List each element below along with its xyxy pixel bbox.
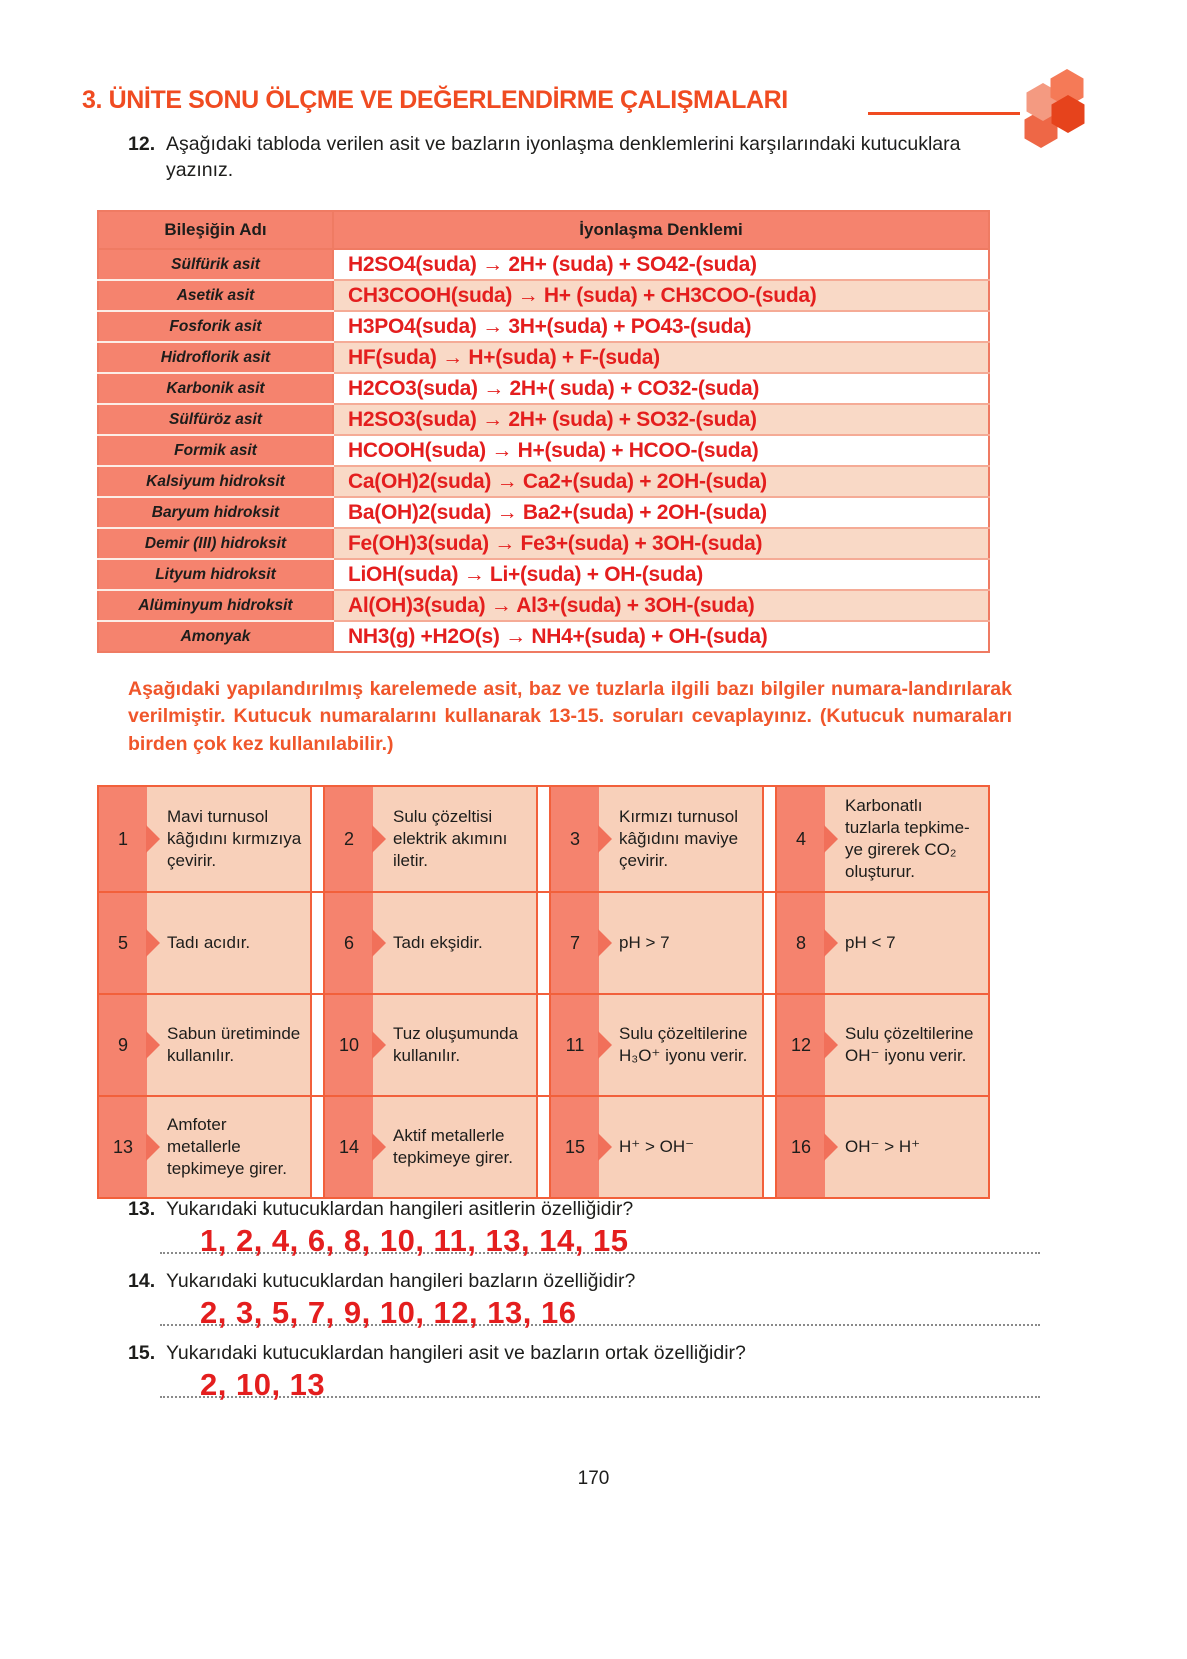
- grid-cell-number: 4: [777, 787, 825, 891]
- ionization-equation: CH3COOH(suda) → H+ (suda) + CH3COO-(suda): [333, 280, 989, 311]
- compound-name: Lityum hidroksit: [98, 559, 333, 590]
- ionization-equation: H3PO4(suda) → 3H+(suda) + PO43-(suda): [333, 311, 989, 342]
- question-13-number: 13.: [128, 1198, 156, 1220]
- table-row: [98, 373, 989, 404]
- ionization-equation: NH3(g) +H2O(s) → NH4+(suda) + OH-(suda): [333, 621, 989, 652]
- grid-row: [97, 893, 990, 995]
- hexagon-decoration-icon: [1011, 62, 1101, 157]
- grid-cell: [775, 893, 990, 993]
- compound-name: Karbonik asit: [98, 373, 333, 404]
- question-14-text: Yukarıdaki kutucuklardan hangileri bazların özelliğidir?: [166, 1269, 636, 1292]
- question-12-text: Aşağıdaki tabloda verilen asit ve bazların iyonlaşma denklemlerini karşılarındaki kutucuklara yazınız.: [166, 133, 961, 182]
- compound-name: Alüminyum hidroksit: [98, 590, 333, 621]
- compound-name: Baryum hidroksit: [98, 497, 333, 528]
- ionization-equation: HF(suda) → H+(suda) + F-(suda): [333, 342, 989, 373]
- grid-cell-text: Aktif metallerle tepkimeye girer.: [373, 1097, 536, 1197]
- compound-name: Sülfürik asit: [98, 249, 333, 280]
- table-row: [98, 621, 989, 652]
- grid-cell-text: Amfoter metallerle tepkimeye girer.: [147, 1097, 310, 1197]
- grid-cell-text: Sulu çözeltisi elektrik akımını iletir.: [373, 787, 536, 891]
- questions-section: [128, 1196, 1040, 1412]
- grid-cell: [97, 995, 312, 1095]
- question-14-answer: 2, 3, 5, 7, 9, 10, 12, 13, 16: [200, 1295, 577, 1331]
- grid-cell-text: Mavi turnusol kâğıdını kırmızıya çevirir.: [147, 787, 310, 891]
- table-row: [98, 249, 989, 280]
- compound-name: Asetik asit: [98, 280, 333, 311]
- grid-cell: [775, 1097, 990, 1197]
- table-row: [98, 280, 989, 311]
- grid-cell-text: Karbonatlı tuzlarla tepkime-ye girerek CO₂ oluşturur.: [825, 787, 988, 891]
- grid-cell-text: Sabun üretiminde kullanılır.: [147, 995, 310, 1095]
- page-number: 170: [577, 1468, 610, 1489]
- compound-name: Hidroflorik asit: [98, 342, 333, 373]
- grid-cell-number: 15: [551, 1097, 599, 1197]
- table-row: [98, 311, 989, 342]
- ionization-equation: Ca(OH)2(suda) → Ca2+(suda) + 2OH-(suda): [333, 466, 989, 497]
- table-header-row: [98, 211, 989, 249]
- grid-cell-number: 8: [777, 893, 825, 993]
- column-header-compound: Bileşiğin Adı: [98, 211, 333, 249]
- instruction-paragraph: Aşağıdaki yapılandırılmış karelemede asit, baz ve tuzlarla ilgili bazı bilgiler numara-landırılarak verilmiştir. Kutucuk numaralarını kullanarak 13-15. soruları cevaplayınız. (Kutucuk numaraları birden çok kez kullanılabilir.): [128, 678, 1012, 755]
- grid-cell-text: Kırmızı turnusol kâğıdını maviye çevirir.: [599, 787, 762, 891]
- grid-cell-number: 11: [551, 995, 599, 1095]
- question-15: [128, 1340, 1040, 1403]
- ionization-equation: H2SO4(suda) → 2H+ (suda) + SO42-(suda): [333, 249, 989, 280]
- table-row: [98, 466, 989, 497]
- grid-cell: [97, 893, 312, 993]
- grid-row: [97, 1097, 990, 1199]
- ionization-equation: HCOOH(suda) → H+(suda) + HCOO-(suda): [333, 435, 989, 466]
- grid-cell-number: 14: [325, 1097, 373, 1197]
- grid-cell-number: 6: [325, 893, 373, 993]
- compound-name: Sülfüröz asit: [98, 404, 333, 435]
- grid-cell-number: 16: [777, 1097, 825, 1197]
- grid-cell-text: Sulu çözeltilerine OH⁻ iyonu verir.: [825, 995, 988, 1095]
- grid-cell-text: OH⁻ > H⁺: [825, 1097, 988, 1197]
- grid-cell: [549, 995, 764, 1095]
- question-13-text: Yukarıdaki kutucuklardan hangileri asitlerin özelliğidir?: [166, 1198, 634, 1220]
- question-12: [128, 131, 1018, 184]
- question-12-number: 12.: [128, 133, 156, 155]
- grid-cell-number: 3: [551, 787, 599, 891]
- question-15-answer: 2, 10, 13: [200, 1367, 326, 1403]
- grid-cell-number: 13: [99, 1097, 147, 1197]
- page-title: 3. ÜNİTE SONU ÖLÇME VE DEĞERLENDİRME ÇALIŞMALARI: [82, 86, 788, 114]
- grid-cell-text: Tadı ekşidir.: [373, 893, 536, 993]
- table-row: [98, 590, 989, 621]
- grid-cell: [323, 893, 538, 993]
- column-header-equation: İyonlaşma Denklemi: [333, 211, 989, 249]
- compound-name: Fosforik asit: [98, 311, 333, 342]
- grid-cell-number: 5: [99, 893, 147, 993]
- question-14-number: 14.: [128, 1269, 156, 1292]
- compound-name: Demir (III) hidroksit: [98, 528, 333, 559]
- property-grid: [97, 785, 990, 1199]
- table-row: [98, 342, 989, 373]
- grid-cell-number: 12: [777, 995, 825, 1095]
- compound-name: Kalsiyum hidroksit: [98, 466, 333, 497]
- ionization-equation: Ba(OH)2(suda) → Ba2+(suda) + 2OH-(suda): [333, 497, 989, 528]
- question-13-answer: 1, 2, 4, 6, 8, 10, 11, 13, 14, 15: [200, 1223, 629, 1259]
- grid-cell: [323, 995, 538, 1095]
- ionization-equation: LiOH(suda) → Li+(suda) + OH-(suda): [333, 559, 989, 590]
- grid-cell: [97, 1097, 312, 1197]
- compound-name: Amonyak: [98, 621, 333, 652]
- grid-cell-text: Sulu çözeltilerine H₃O⁺ iyonu verir.: [599, 995, 762, 1095]
- ionization-equation: Al(OH)3(suda) → Al3+(suda) + 3OH-(suda): [333, 590, 989, 621]
- grid-cell-text: Tuz oluşumunda kullanılır.: [373, 995, 536, 1095]
- ionization-table: [97, 210, 990, 653]
- grid-cell: [549, 787, 764, 891]
- grid-cell: [97, 787, 312, 891]
- table-row: [98, 559, 989, 590]
- grid-cell: [775, 995, 990, 1095]
- grid-cell: [323, 1097, 538, 1197]
- ionization-equation: Fe(OH)3(suda) → Fe3+(suda) + 3OH-(suda): [333, 528, 989, 559]
- question-14: [128, 1268, 1040, 1331]
- grid-cell: [549, 1097, 764, 1197]
- grid-cell-text: H⁺ > OH⁻: [599, 1097, 762, 1197]
- grid-cell-text: Tadı acıdır.: [147, 893, 310, 993]
- grid-cell-number: 9: [99, 995, 147, 1095]
- grid-cell-number: 7: [551, 893, 599, 993]
- table-row: [98, 528, 989, 559]
- grid-cell-text: pH > 7: [599, 893, 762, 993]
- ionization-equation: H2CO3(suda) → 2H+( suda) + CO32-(suda): [333, 373, 989, 404]
- grid-cell-number: 1: [99, 787, 147, 891]
- grid-cell-number: 2: [325, 787, 373, 891]
- compound-name: Formik asit: [98, 435, 333, 466]
- question-15-number: 15.: [128, 1341, 156, 1364]
- question-13: [128, 1196, 1040, 1259]
- grid-cell: [775, 787, 990, 891]
- grid-row: [97, 995, 990, 1097]
- grid-row: [97, 787, 990, 893]
- table-row: [98, 404, 989, 435]
- header-rule: [868, 112, 1020, 115]
- grid-cell-text: pH < 7: [825, 893, 988, 993]
- table-row: [98, 497, 989, 528]
- grid-cell: [323, 787, 538, 891]
- table-row: [98, 435, 989, 466]
- ionization-equation: H2SO3(suda) → 2H+ (suda) + SO32-(suda): [333, 404, 989, 435]
- grid-cell: [549, 893, 764, 993]
- question-15-text: Yukarıdaki kutucuklardan hangileri asit ve bazların ortak özelliğidir?: [166, 1341, 746, 1364]
- grid-cell-number: 10: [325, 995, 373, 1095]
